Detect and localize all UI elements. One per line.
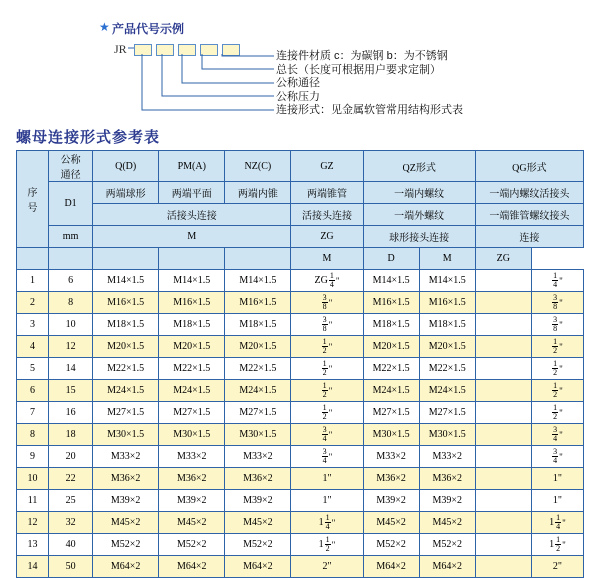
legend-item-connection-type: 连接形式：见金属软管常用结构形式表 [276,104,463,116]
product-code-prefix: JR [114,42,127,56]
header-unit-zg: ZG [291,226,363,248]
code-box [178,44,196,56]
cell-q: M22×1.5 [93,358,159,380]
cell-seq: 13 [17,534,49,556]
cell-qz-m: M18×1.5 [363,314,419,336]
header-dn-symbol: D1 [49,182,93,226]
cell-gz: 1 $\frac{1}{2}$ " [291,534,363,556]
cell-qg-zg: $\frac{3}{8}$ " [531,292,583,314]
cell-q: M16×1.5 [93,292,159,314]
cell-seq: 11 [17,490,49,512]
table-header-row-4 [17,226,584,248]
cell-nz: M45×2 [225,512,291,534]
cell-gz: ZG $\frac{1}{4}$ " [291,270,363,292]
cell-nz: M18×1.5 [225,314,291,336]
cell-dn: 10 [49,314,93,336]
cell-dn: 40 [49,534,93,556]
cell-qg-m [475,380,531,402]
cell-qz-d: M20×1.5 [419,336,475,358]
legend-item-length: 总长（长度可根据用户要求定制） [276,63,441,76]
cell-pm: M64×2 [159,556,225,578]
cell-qz-m: M64×2 [363,556,419,578]
cell-gz: 2" [291,556,363,578]
cell-pm: M52×2 [159,534,225,556]
header-merge-qg: 连接 [475,226,583,248]
cell-seq: 6 [17,380,49,402]
cell-qg-zg: $\frac{1}{2}$ " [531,402,583,424]
cell-pm: M33×2 [159,446,225,468]
header-desc-nz: 两端内锥 [225,182,291,204]
cell-pm: M18×1.5 [159,314,225,336]
cell-nz: M20×1.5 [225,336,291,358]
product-code-diagram [0,0,600,120]
table-row [17,534,584,556]
header-merge-union: 活接头连接 [93,204,291,226]
header-unit-qg-m: M [419,248,475,270]
cell-qz-m: M16×1.5 [363,292,419,314]
cell-qz-m: M45×2 [363,512,419,534]
header-unit-blank-dn [17,248,49,270]
cell-nz: M52×2 [225,534,291,556]
table-row [17,402,584,424]
cell-nz: M24×1.5 [225,380,291,402]
table-header-row-1 [17,151,584,182]
table-row [17,292,584,314]
cell-qg-m [475,358,531,380]
cell-qz-m: M24×1.5 [363,380,419,402]
cell-q: M45×2 [93,512,159,534]
cell-qz-m: M33×2 [363,446,419,468]
cell-qz-d: M64×2 [419,556,475,578]
cell-seq: 12 [17,512,49,534]
cell-pm: M39×2 [159,490,225,512]
header-unit-m: M [93,226,291,248]
header-unit-blank-nz [159,248,225,270]
cell-qz-d: M52×2 [419,534,475,556]
cell-qg-m [475,446,531,468]
header-unit-blank-q [49,248,93,270]
header-group-code-gz: GZ [291,151,363,182]
cell-qg-zg: 2" [531,556,583,578]
cell-qg-m [475,534,531,556]
header-desc-qz-1: 一端内螺纹 [363,182,475,204]
cell-qg-zg: $\frac{3}{4}$ " [531,424,583,446]
cell-qg-zg: $\frac{1}{2}$ " [531,380,583,402]
table-row [17,468,584,490]
cell-pm: M16×1.5 [159,292,225,314]
cell-qg-m [475,336,531,358]
table-row [17,336,584,358]
cell-qg-zg: 1 $\frac{1}{4}$ " [531,512,583,534]
cell-q: M14×1.5 [93,270,159,292]
code-box [134,44,152,56]
cell-qg-m [475,270,531,292]
cell-qz-d: M36×2 [419,468,475,490]
legend-item-material: 连接件材质 c：为碳钢 b：为不锈钢 [276,50,448,62]
cell-qz-d: M27×1.5 [419,402,475,424]
cell-qg-zg: 1 $\frac{1}{2}$ " [531,534,583,556]
cell-pm: M20×1.5 [159,336,225,358]
cell-qz-m: M36×2 [363,468,419,490]
cell-qg-zg: $\frac{1}{2}$ " [531,336,583,358]
cell-qz-m: M14×1.5 [363,270,419,292]
diagram-title: 产品代号示例 [112,22,185,36]
cell-gz: $\frac{3}{8}$ " [291,292,363,314]
cell-qg-m [475,292,531,314]
cell-qz-d: M24×1.5 [419,380,475,402]
header-desc-gz: 两端锥管 [291,182,363,204]
cell-qg-m [475,468,531,490]
cell-qz-m: M52×2 [363,534,419,556]
header-nominal-diameter: 公称 通径 [49,151,93,182]
cell-qz-m: M30×1.5 [363,424,419,446]
cell-dn: 14 [49,358,93,380]
code-box [200,44,218,56]
cell-dn: 50 [49,556,93,578]
cell-gz: $\frac{3}{4}$ " [291,424,363,446]
cell-dn: 32 [49,512,93,534]
cell-pm: M36×2 [159,468,225,490]
cell-gz: 1" [291,468,363,490]
table-header-row-2 [17,182,584,204]
cell-pm: M14×1.5 [159,270,225,292]
cell-nz: M36×2 [225,468,291,490]
table-row [17,512,584,534]
cell-gz: $\frac{1}{2}$ " [291,380,363,402]
header-group-code-qg: QG形式 [475,151,583,182]
table-row [17,446,584,468]
header-unit-qg-zg: ZG [475,248,531,270]
table-header-row-3 [17,204,584,226]
cell-qg-m [475,512,531,534]
star-icon: ★ [99,20,110,34]
table-body [17,270,584,578]
cell-qz-d: M33×2 [419,446,475,468]
header-group-code-nz: NZ(C) [225,151,291,182]
cell-q: M36×2 [93,468,159,490]
cell-dn: 20 [49,446,93,468]
cell-qg-zg: $\frac{3}{4}$ " [531,446,583,468]
cell-q: M64×2 [93,556,159,578]
code-box [222,44,240,56]
cell-qg-m [475,314,531,336]
cell-nz: M64×2 [225,556,291,578]
cell-dn: 15 [49,380,93,402]
cell-seq: 7 [17,402,49,424]
cell-qg-m [475,490,531,512]
cell-nz: M22×1.5 [225,358,291,380]
table-row [17,380,584,402]
cell-pm: M24×1.5 [159,380,225,402]
cell-dn: 6 [49,270,93,292]
header-unit-blank-gz [225,248,291,270]
table-row [17,358,584,380]
cell-q: M20×1.5 [93,336,159,358]
cell-qg-zg: $\frac{1}{2}$ " [531,358,583,380]
cell-gz: $\frac{1}{2}$ " [291,358,363,380]
page-title: 螺母连接形式参考表 [16,129,161,146]
header-group-code-qz: QZ形式 [363,151,475,182]
cell-seq: 8 [17,424,49,446]
cell-seq: 10 [17,468,49,490]
cell-dn: 12 [49,336,93,358]
cell-qg-zg: 1" [531,490,583,512]
header-unit-qz-m: M [291,248,363,270]
cell-seq: 14 [17,556,49,578]
cell-gz: 1" [291,490,363,512]
cell-qz-m: M39×2 [363,490,419,512]
cell-pm: M45×2 [159,512,225,534]
cell-nz: M14×1.5 [225,270,291,292]
cell-qg-zg: $\frac{1}{4}$ " [531,270,583,292]
cell-qz-d: M30×1.5 [419,424,475,446]
cell-seq: 3 [17,314,49,336]
spec-table-wrapper [16,150,584,578]
cell-nz: M30×1.5 [225,424,291,446]
product-code-boxes [134,44,240,56]
cell-gz: $\frac{3}{8}$ " [291,314,363,336]
cell-gz: 1 $\frac{1}{4}$ " [291,512,363,534]
table-header-row-5 [17,248,584,270]
cell-dn: 16 [49,402,93,424]
cell-qz-m: M27×1.5 [363,402,419,424]
cell-q: M27×1.5 [93,402,159,424]
header-desc-qg-1: 一端内螺纹活接头 [475,182,583,204]
cell-qz-m: M22×1.5 [363,358,419,380]
header-seq: 序 号 [17,151,49,248]
header-desc-qz-2: 一端外螺纹 [363,204,475,226]
cell-gz: $\frac{3}{4}$ " [291,446,363,468]
cell-seq: 2 [17,292,49,314]
header-unit-qz-d: D [363,248,419,270]
cell-seq: 5 [17,358,49,380]
table-row [17,270,584,292]
cell-pm: M27×1.5 [159,402,225,424]
table-row [17,424,584,446]
cell-qz-d: M22×1.5 [419,358,475,380]
cell-qz-d: M14×1.5 [419,270,475,292]
nut-connection-spec-table [16,150,584,578]
cell-q: M18×1.5 [93,314,159,336]
cell-dn: 8 [49,292,93,314]
cell-qz-d: M16×1.5 [419,292,475,314]
cell-pm: M22×1.5 [159,358,225,380]
cell-pm: M30×1.5 [159,424,225,446]
cell-qz-d: M45×2 [419,512,475,534]
header-group-code-q: Q(D) [93,151,159,182]
cell-nz: M27×1.5 [225,402,291,424]
cell-nz: M39×2 [225,490,291,512]
cell-nz: M16×1.5 [225,292,291,314]
cell-qg-zg: $\frac{3}{8}$ " [531,314,583,336]
header-dn-unit: mm [49,226,93,248]
cell-seq: 9 [17,446,49,468]
diagram-legend [276,50,463,118]
cell-qg-zg: 1" [531,468,583,490]
cell-qz-d: M39×2 [419,490,475,512]
cell-nz: M33×2 [225,446,291,468]
header-merge-union-gz: 活接头连接 [291,204,363,226]
cell-qg-m [475,424,531,446]
cell-q: M33×2 [93,446,159,468]
header-desc-q: 两端球形 [93,182,159,204]
cell-gz: $\frac{1}{2}$ " [291,402,363,424]
cell-q: M39×2 [93,490,159,512]
cell-dn: 25 [49,490,93,512]
table-row [17,490,584,512]
header-unit-blank-pm [93,248,159,270]
header-desc-qg-2: 一端锥管螺纹接头 [475,204,583,226]
cell-gz: $\frac{1}{2}$ " [291,336,363,358]
cell-q: M30×1.5 [93,424,159,446]
cell-q: M52×2 [93,534,159,556]
header-desc-pm: 两端平面 [159,182,225,204]
header-group-code-pm: PM(A) [159,151,225,182]
legend-item-nominal-diameter: 公称通径 [276,77,320,89]
cell-qz-m: M20×1.5 [363,336,419,358]
cell-seq: 1 [17,270,49,292]
cell-dn: 22 [49,468,93,490]
cell-q: M24×1.5 [93,380,159,402]
cell-qg-m [475,402,531,424]
legend-item-nominal-pressure: 公称压力 [276,90,320,103]
cell-seq: 4 [17,336,49,358]
header-merge-ball: 球形接头连接 [363,226,475,248]
code-box [156,44,174,56]
table-row [17,314,584,336]
cell-qz-d: M18×1.5 [419,314,475,336]
cell-dn: 18 [49,424,93,446]
